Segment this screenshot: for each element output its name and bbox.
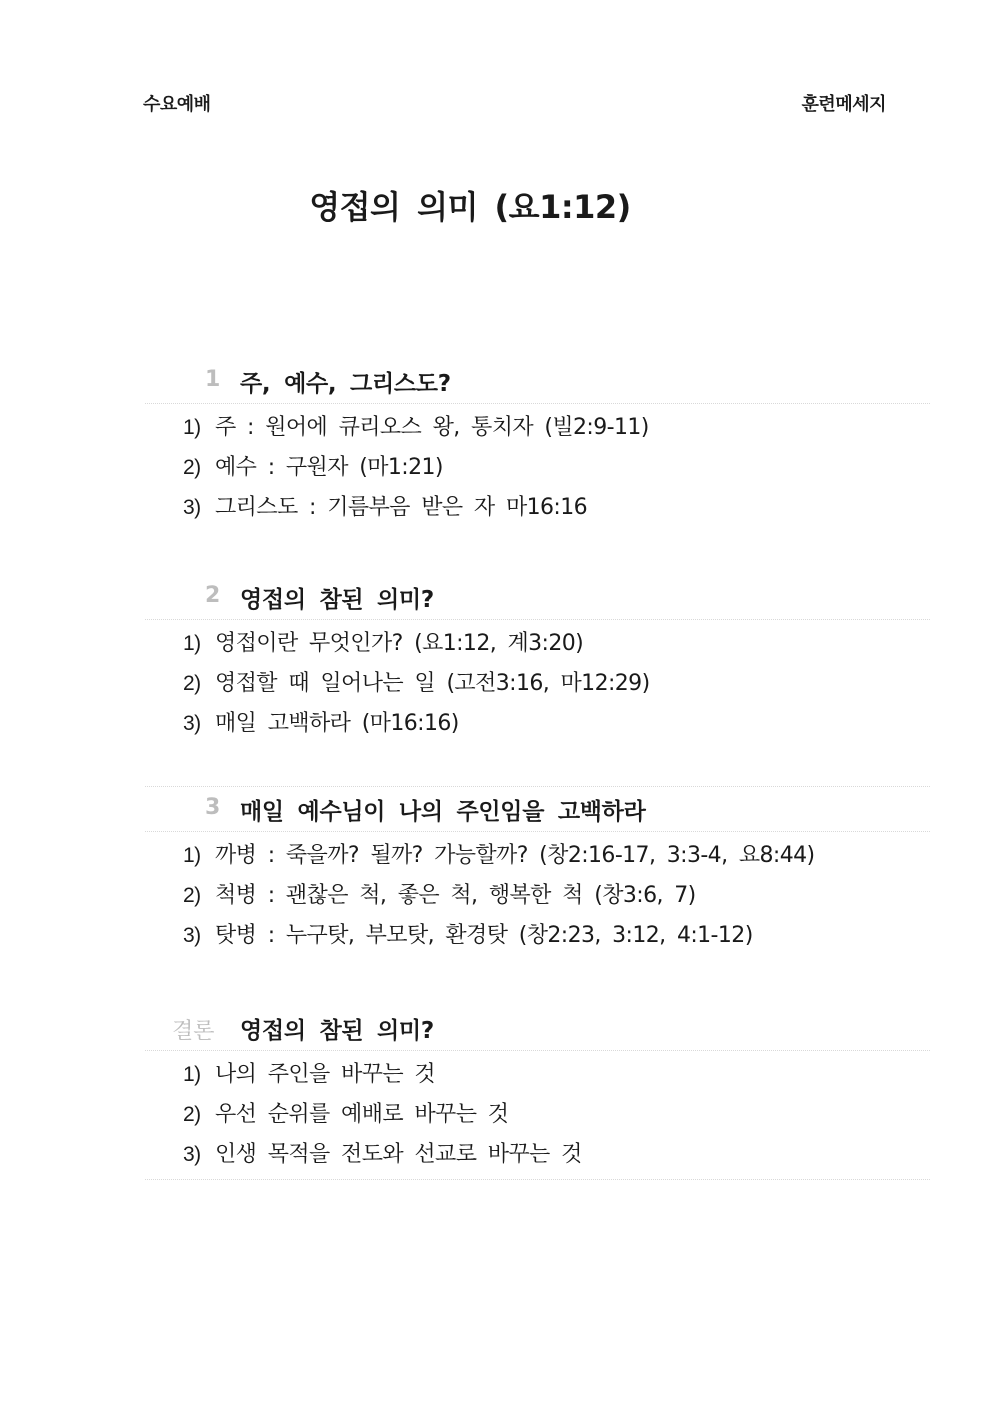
item-text: 우선 순위를 예배로 바꾸는 것 xyxy=(215,1102,509,1127)
item-text: 나의 주인을 바꾸는 것 xyxy=(215,1062,436,1087)
item-number: 3) xyxy=(183,1143,201,1166)
item-text: 그리스도 : 기름부음 받은 자 마16:16 xyxy=(215,495,588,520)
section-title: 영접의 참된 의미? xyxy=(240,587,434,613)
list-item xyxy=(145,876,930,916)
item-number: 1) xyxy=(183,1063,201,1086)
item-number: 3) xyxy=(183,924,201,947)
section-3 xyxy=(145,786,930,956)
item-text: 척병 : 괜찮은 척, 좋은 척, 행복한 척 (창3:6, 7) xyxy=(215,883,696,908)
section-items xyxy=(145,1055,930,1175)
item-text: 영접할 때 일어나는 일 (고전3:16, 마12:29) xyxy=(215,671,650,696)
section-2 xyxy=(145,575,930,744)
item-number: 3) xyxy=(183,496,201,519)
section-items xyxy=(145,624,930,744)
list-item xyxy=(145,704,930,744)
header-service-name: 수요예배 xyxy=(143,94,211,115)
divider xyxy=(145,1179,930,1180)
list-item xyxy=(145,488,930,528)
header-message-type: 훈련메세지 xyxy=(801,94,886,115)
section-items xyxy=(145,836,930,956)
item-text: 인생 목적을 전도와 선교로 바꾸는 것 xyxy=(215,1142,582,1167)
list-item xyxy=(145,836,930,876)
section-items xyxy=(145,408,930,528)
item-number: 1) xyxy=(183,416,201,439)
page-title: 영접의 의미 (요1:12) xyxy=(309,188,631,226)
list-item xyxy=(145,1095,930,1135)
section-number: 3 xyxy=(205,795,221,820)
section-1 xyxy=(145,359,930,528)
item-text: 영접이란 무엇인가? (요1:12, 계3:20) xyxy=(215,631,584,656)
item-text: 매일 고백하라 (마16:16) xyxy=(215,711,459,736)
section-number: 1 xyxy=(205,367,221,392)
item-number: 1) xyxy=(183,632,201,655)
list-item xyxy=(145,408,930,448)
item-number: 1) xyxy=(183,844,201,867)
section-heading xyxy=(145,359,930,404)
list-item xyxy=(145,916,930,956)
section-title: 영접의 참된 의미? xyxy=(240,1018,434,1044)
list-item xyxy=(145,1055,930,1095)
list-item xyxy=(145,664,930,704)
item-number: 2) xyxy=(183,672,201,695)
section-heading xyxy=(145,786,930,832)
list-item xyxy=(145,448,930,488)
list-item xyxy=(145,1135,930,1175)
list-item xyxy=(145,624,930,664)
item-text: 탓병 : 누구탓, 부모탓, 환경탓 (창2:23, 3:12, 4:1-12) xyxy=(215,923,753,948)
section-conclusion xyxy=(145,1006,930,1180)
item-number: 3) xyxy=(183,712,201,735)
section-title: 주, 예수, 그리스도? xyxy=(240,371,451,397)
section-number: 결론 xyxy=(172,1019,215,1044)
item-number: 2) xyxy=(183,1103,201,1126)
item-text: 까병 : 죽을까? 될까? 가능할까? (창2:16-17, 3:3-4, 요8:44) xyxy=(215,843,815,868)
item-text: 예수 : 구원자 (마1:21) xyxy=(215,455,443,480)
section-heading xyxy=(145,1006,930,1051)
item-number: 2) xyxy=(183,884,201,907)
section-title: 매일 예수님이 나의 주인임을 고백하라 xyxy=(240,799,646,825)
section-heading xyxy=(145,575,930,620)
item-number: 2) xyxy=(183,456,201,479)
item-text: 주 : 원어에 큐리오스 왕, 통치자 (빌2:9-11) xyxy=(215,415,649,440)
section-number: 2 xyxy=(205,583,221,608)
